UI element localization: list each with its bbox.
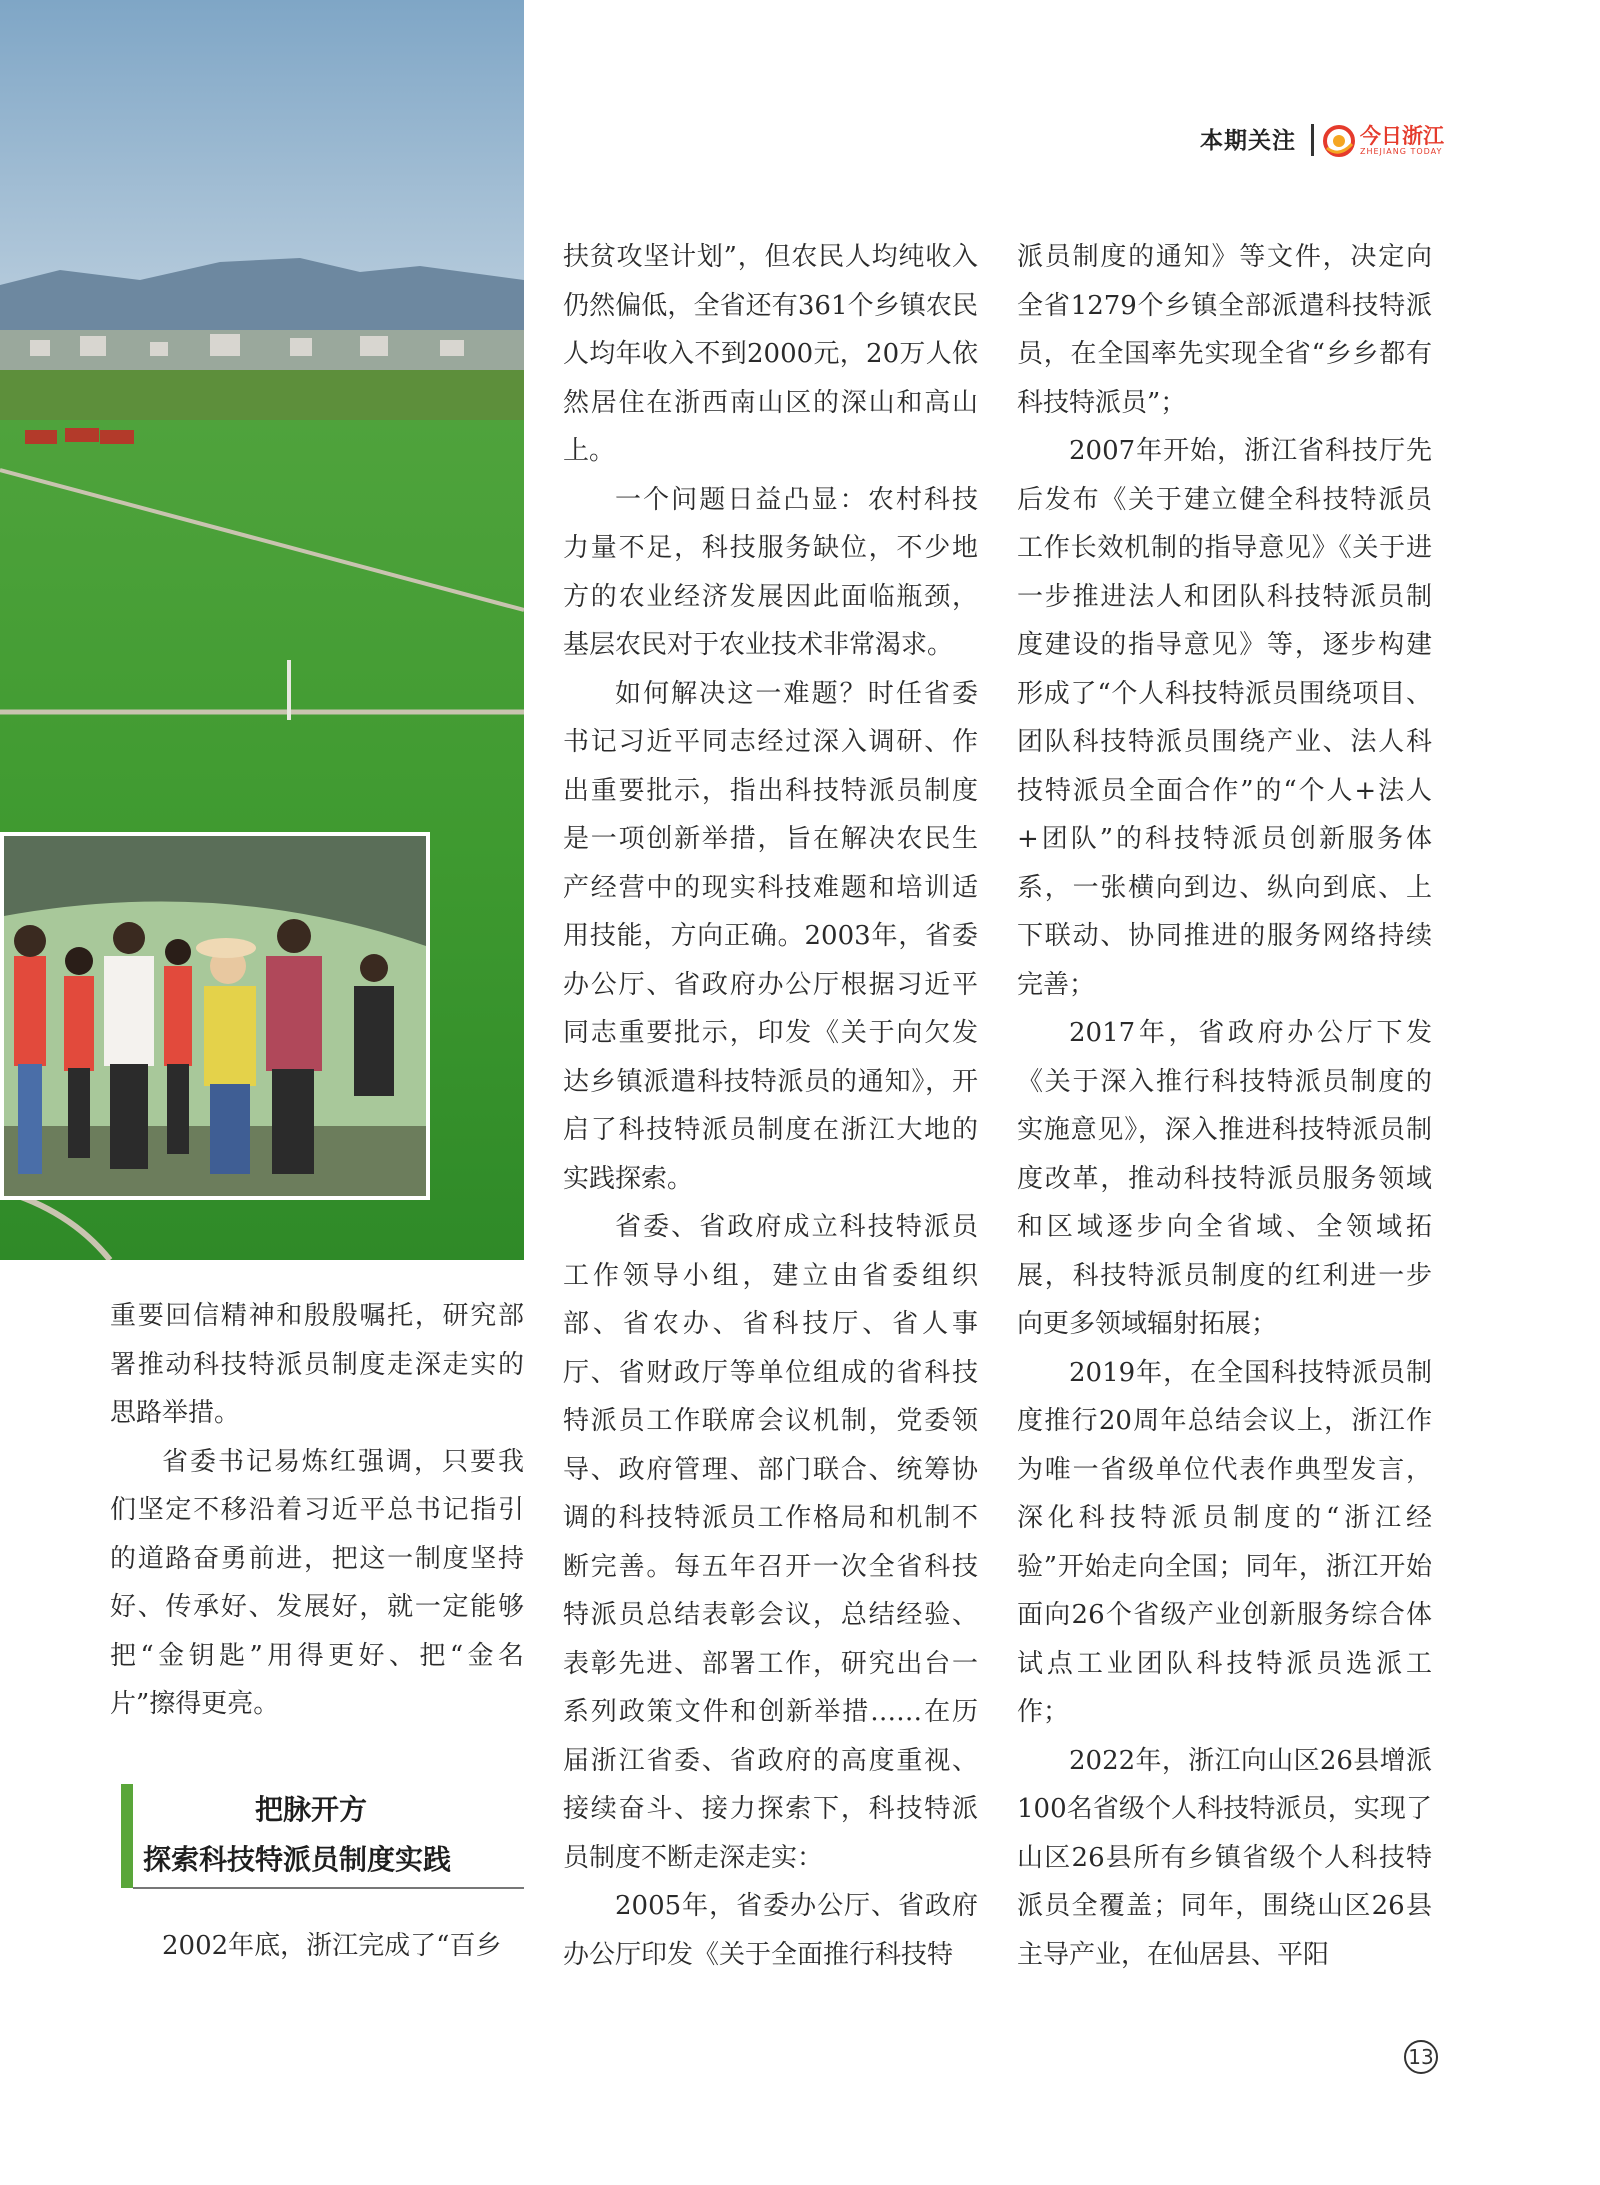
left-column-final-text: [110, 1922, 524, 1971]
heading-underline: [133, 1887, 524, 1889]
left-column-text: [110, 1292, 524, 1729]
paragraph: 扶贫攻坚计划”，但农民人均纯收入仍然偏低，全省还有361个乡镇农民人均年收入不到2000元，20万人依然居住在浙西南山区的深山和高山上。: [563, 242, 978, 466]
right-column-text: [1017, 233, 1432, 1979]
paragraph: 2019年，在全国科技特派员制度推行20周年总结会议上，浙江作为唯一省级单位代表作典型发言，深化科技特派员制度的“浙江经验”开始走向全国；同年，浙江开始面向26个省级产业创新服务综合体试点工业团队科技特派员选派工作；: [1017, 1357, 1432, 1727]
paragraph: 省委书记易炼红强调，只要我们坚定不移沿着习近平总书记指引的道路奋勇前进，把这一制度坚持好、传承好、发展好，就一定能够把“金钥匙”用得更好、把“金名片”擦得更亮。: [110, 1446, 524, 1719]
paragraph: 2005年，省委办公厅、省政府办公厅印发《关于全面推行科技特: [563, 1891, 978, 1970]
logo-subtext: ZHEJIANG TODAY: [1360, 147, 1443, 156]
middle-column-text: [563, 233, 978, 1979]
paragraph: 2002年底，浙江完成了“百乡: [162, 1931, 502, 1961]
paragraph: 2007年开始，浙江省科技厅先后发布《关于建立健全科技特派员工作长效机制的指导意见》《关于进一步推进法人和团队科技特派员制度建设的指导意见》等，逐步构建形成了“个人科技特派员围绕项目、团队科技特派员围绕产业、法人科技特派员全面合作”的“个人+法人+团队”的科技特派员创新服务体系，一张横向到边、纵向到底、上下联动、协同推进的服务网络持续完善；: [1017, 436, 1432, 1000]
paragraph: 2017年，省政府办公厅下发《关于深入推行科技特派员制度的实施意见》，深入推进科技特派员制度改革，推动科技特派员服务领域和区域逐步向全省域、全领域拓展，科技特派员制度的红利进一步向更多领域辐射拓展；: [1017, 1018, 1432, 1339]
logo-text: 今日浙江: [1360, 124, 1444, 148]
logo: [1322, 118, 1442, 164]
heading-accent-bar: [121, 1784, 133, 1888]
heading-line-2: 探索科技特派员制度实践: [143, 1843, 452, 1876]
paragraph: 2022年，浙江向山区26县增派100名省级个人科技特派员，实现了山区26县所有乡镇省级个人科技特派员全覆盖；同年，围绕山区26县主导产业，在仙居县、平阳: [1017, 1745, 1432, 1970]
page-number: 13: [1404, 2040, 1438, 2074]
paragraph: 省委、省政府成立科技特派员工作领导小组，建立由省委组织部、省农办、省科技厅、省人事厅、省财政厅等单位组成的省科技特派员工作联席会议机制，党委领导、政府管理、部门联合、统筹协调的科技特派员工作格局和机制不断完善。每五年召开一次全省科技特派员总结表彰会议，总结经验、表彰先进、部署工作，研究出台一系列政策文件和创新举措……在历届浙江省委、省政府的高度重视、接续奋斗、接力探索下，科技特派员制度不断走深走实：: [563, 1212, 978, 1873]
header-divider: [1311, 124, 1314, 156]
section-heading: [121, 1784, 524, 1888]
paragraph: 重要回信精神和殷殷嘱托，研究部署推动科技特派员制度走深走实的思路举措。: [110, 1301, 524, 1428]
farmers-inset-photo: [0, 832, 430, 1200]
logo-swirl-icon: [1322, 124, 1356, 158]
heading-line-1: 把脉开方: [255, 1793, 368, 1826]
paragraph: 一个问题日益凸显：农村科技力量不足，科技服务缺位，不少地方的农业经济发展因此面临瓶颈，基层农民对于农业技术非常渴求。: [563, 484, 978, 660]
paragraph: 派员制度的通知》等文件，决定向全省1279个乡镇全部派遣科技特派员，在全国率先实现全省“乡乡都有科技特派员”；: [1017, 242, 1432, 418]
paragraph: 如何解决这一难题？时任省委书记习近平同志经过深入调研、作出重要批示，指出科技特派员制度是一项创新举措，旨在解决农民生产经营中的现实科技难题和培训适用技能，方向正确。2003年，省委办公厅、省政府办公厅根据习近平同志重要批示，印发《关于向欠发达乡镇派遣科技特派员的通知》，开启了科技特派员制度在浙江大地的实践探索。: [563, 678, 978, 1194]
section-label: 本期关注: [1200, 128, 1296, 154]
